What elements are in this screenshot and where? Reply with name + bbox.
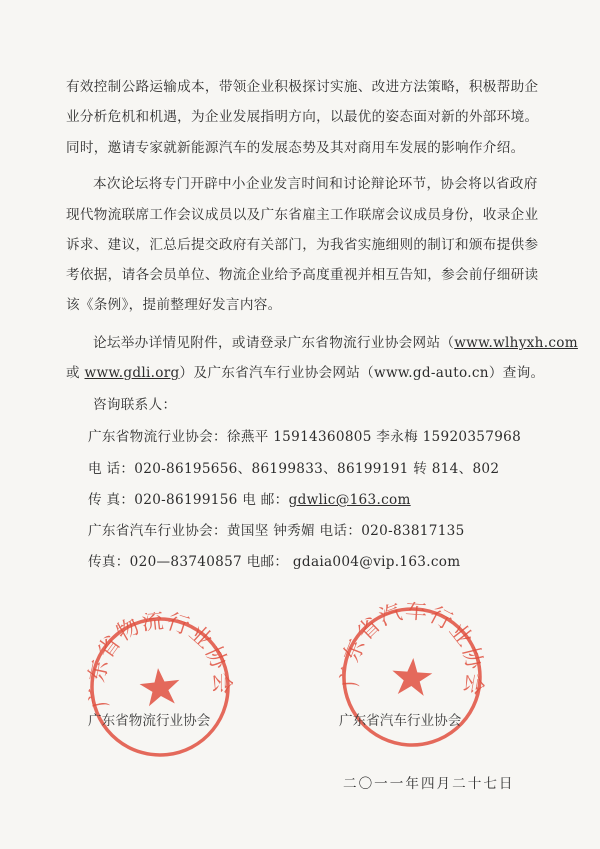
document-date: 二〇一一年四月二十七日 — [343, 776, 515, 792]
paragraph-2-line-4: 考依据，请各会员单位、物流企业给予高度重视并相互告知，参会前仔细研读 — [66, 267, 539, 283]
paragraph-3-line-2 — [66, 364, 544, 382]
auto-association-seal — [332, 597, 492, 757]
paragraph-1-line-1: 有效控制公路运输成本，带领企业积极探讨实施、改进方法策略，积极帮助企 — [66, 79, 539, 95]
email-link-gdwlic[interactable]: gdwlic@163.com — [288, 492, 411, 508]
paragraph-3-line-1 — [93, 334, 578, 352]
paragraph-3-or: 或 — [66, 365, 85, 381]
website-link-wlhyxh[interactable]: www.wlhyxh.com — [454, 335, 578, 351]
contacts-phone: 电 话：020-86195656、86199833、86199191 转 814、802 — [88, 461, 500, 477]
paragraph-1-line-3: 同时，邀请专家就新能源汽车的发展态势及其对商用车发展的影响作介绍。 — [66, 140, 525, 156]
seal-svg-right — [332, 597, 492, 757]
contacts-fax — [88, 491, 411, 509]
paragraph-1-line-2: 业分析危机和机遇，为企业发展指明方向，以最优的姿态面对新的外部环境。 — [66, 109, 539, 125]
paragraph-2-line-1: 本次论坛将专门开辟中小企业发言时间和讨论辩论环节，协会将以省政府 — [93, 176, 538, 192]
paragraph-2-line-5: 该《条例》，提前整理好发言内容。 — [66, 297, 282, 313]
paragraph-2-line-3: 诉求、建议，汇总后提交政府有关部门，为我省实施细则的制订和颁布提供参 — [66, 237, 539, 253]
logistics-association-seal — [78, 605, 243, 770]
contacts-auto: 广东省汽车行业协会：黄国坚 钟秀媚 电话：020-83817135 — [88, 523, 465, 539]
paragraph-2-line-2: 现代物流联席工作会议成员以及广东省雇主工作联席会议成员身份，收录企业 — [66, 207, 539, 223]
contacts-auto-fax: 传真：020—83740857 电邮： gdaia004@vip.163.com — [88, 554, 461, 570]
contacts-heading: 咨询联系人： — [93, 397, 177, 413]
seal-left-star-icon — [138, 666, 182, 707]
logistics-association-signature: 广东省物流行业协会 — [88, 713, 211, 729]
contacts-logistics: 广东省物流行业协会：徐燕平 15914360805 李永梅 15920357968 — [88, 429, 522, 445]
seal-right-star-icon — [391, 657, 433, 697]
contacts-fax-label: 传 真：020-86199156 电 邮： — [88, 492, 289, 508]
seal-svg-left — [78, 605, 243, 770]
seal-left-arc-text: 广东省物流行业协会 — [84, 608, 234, 711]
paragraph-3-text: 论坛举办详情见附件，或请登录广东省物流行业协会网站（ — [93, 335, 455, 351]
paragraph-3-suffix: ）及广东省汽车行业协会网站（www.gd-auto.cn）查询。 — [179, 365, 545, 381]
auto-association-signature: 广东省汽车行业协会 — [339, 713, 462, 729]
website-link-gdli[interactable]: www.gdli.org — [84, 365, 180, 381]
seal-right-arc-text: 广东省汽车行业协会 — [337, 598, 488, 698]
